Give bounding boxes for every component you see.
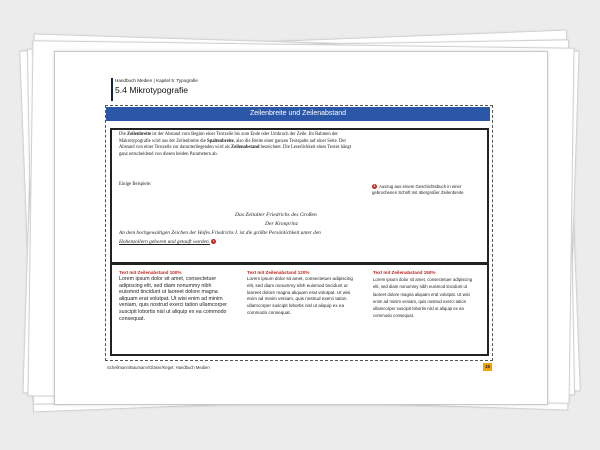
fraktur-line bbox=[119, 239, 217, 245]
term-zeilenbreite: Zeilenbreite bbox=[126, 132, 152, 137]
section-banner: Zeilenbreite und Zeilenabstand bbox=[106, 107, 490, 121]
intro-paragraph: Die Zeilenbreite ist der Abstand vom Beginn einer Textzeile bis zum Ende oder Umbruch der Zeile. Im Rahmen der Makrotypografie wird aus der Zeilenbreite die Spaltenbreite, also die Breite einer ganzen Textspalte auf einer Seite. Der Abstand von einer Textzeile zur darunterliegenden wird als Zeilenabstand bezeichnet. Die Leserlichkeit eines Textes hängt ganz entscheidend von diesen beiden Parametern ab. bbox=[119, 132, 352, 158]
header-subtitle: Handbuch Medien | Kapitel 5: Typografie bbox=[115, 78, 198, 83]
page-footer: Schellmann/Baumann/Gläser/Kegel: Handbuch Medien bbox=[107, 365, 210, 370]
annotation-text: Auszug aus einem Geschichtsbuch in einer gebrochenen Schrift mit übergroßer Zeilenbreite bbox=[372, 184, 464, 196]
column-heading: Text mit Zeilenabstand 150% bbox=[373, 270, 436, 275]
fraktur-heading: Das Zeitalter Friedrichs des Großen bbox=[235, 212, 317, 218]
annotation-note bbox=[372, 184, 464, 197]
fraktur-subheading: Der Kronprinz bbox=[265, 221, 298, 227]
column-text: Lorem ipsum dolor sit amet, consectetuer adipiscing elit, sed diam nonummy nibh euismod tincidunt ut laoreet dolore magna aliquam erat volutpat. Ut wisi enim ad minim veniam, quis nostrud exerci tation ullamcorper suscipit lobortis nisl ut aliquip ex ea commodo consequat. bbox=[247, 276, 353, 316]
page-title: 5.4 Mikrotypografie bbox=[115, 85, 189, 95]
slide-page bbox=[54, 51, 548, 405]
header-rule bbox=[111, 78, 113, 101]
column-heading: Text mit Zeilenabstand 120% bbox=[247, 270, 310, 275]
number-badge: 1 bbox=[373, 184, 376, 189]
examples-label: Einige Beispiele: bbox=[119, 182, 152, 187]
number-badge: 1 bbox=[212, 239, 215, 244]
fraktur-underlined-text: Hohenzollern geboren und getauft worden. bbox=[119, 239, 210, 245]
example-column-150 bbox=[373, 270, 473, 319]
page-header bbox=[111, 78, 495, 95]
column-heading: Text mit Zeilenabstand 100% bbox=[119, 270, 182, 275]
term-zeilenabstand: Zeilenabstand bbox=[231, 145, 260, 151]
column-text: Lorem ipsum dolor sit amet, consectetuer adipiscing elit, sed diam nonummy nibh euismod tincidunt ut laoreet dolore magna aliquam erat volutpat. Ut wisi enim ad minim veniam, quis nostrud exerci tation ullamcorper suscipit lobortis nisl ut aliquip ex ea commodo consequat. bbox=[119, 276, 228, 322]
page-number-badge: 16 bbox=[483, 363, 492, 371]
example-column-120 bbox=[247, 270, 357, 317]
term-spaltenbreite: Spaltenbreite bbox=[207, 138, 234, 144]
column-text: Lorem ipsum dolor sit amet, consectetuer adipiscing elit, sed diam nonummy nibh euismod tincidunt ut laoreet dolore magna aliquam erat volutpat. Ut wisi enim ad minim veniam, quis nostrud exerci tation ullamcorper suscipit lobortis nisl ut aliquip ex ea commodo consequat. bbox=[373, 277, 473, 319]
example-column-100 bbox=[119, 270, 231, 322]
fraktur-line: An dem hochgewaltigen Zeichen der Hofes Friedrichs I. ist die größte Persönlichkeit unter den bbox=[119, 230, 321, 236]
